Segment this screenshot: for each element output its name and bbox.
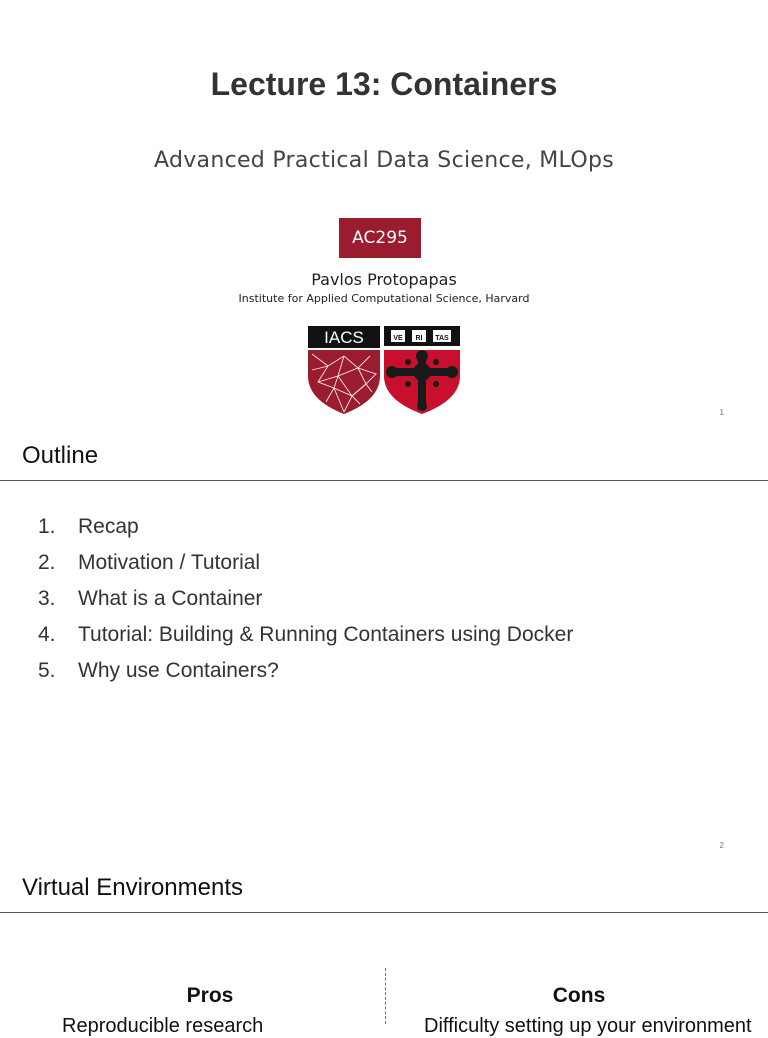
outline-text: Motivation / Tutorial [78, 551, 261, 574]
heading-divider [0, 480, 768, 481]
lecture-title: Lecture 13: Containers [210, 66, 558, 102]
course-code-badge: AC295 [339, 218, 421, 258]
page-number: 1 [719, 408, 724, 417]
outline-slide [0, 432, 768, 864]
outline-number: 5. [38, 659, 56, 682]
outline-number: 3. [38, 587, 56, 610]
heading-divider [0, 912, 768, 913]
institute-name: Institute for Applied Computational Science, Harvard [238, 292, 530, 305]
course-subtitle: Advanced Practical Data Science, MLOps [154, 148, 614, 173]
outline-text: Tutorial: Building & Running Containers using Docker [78, 623, 574, 646]
outline-number: 2. [38, 551, 56, 574]
page-number: 2 [719, 841, 724, 850]
title-slide [0, 0, 768, 432]
iacs-logo-text: IACS [324, 328, 364, 347]
pros-item: Reproducible research [62, 1015, 264, 1037]
cons-heading: Cons [552, 984, 606, 1007]
harvard-shield-icon [384, 326, 460, 414]
pros-heading: Pros [186, 984, 234, 1007]
outline-text: Recap [78, 515, 139, 538]
cons-item: Difficulty setting up your environment [424, 1015, 752, 1037]
column-divider [385, 968, 386, 1024]
outline-text: Why use Containers? [78, 659, 279, 682]
harvard-book-3-text: TAS [435, 335, 449, 342]
slide-heading: Virtual Environments [22, 874, 243, 901]
outline-number: 1. [38, 515, 56, 538]
iacs-shield-icon [308, 326, 380, 414]
outline-number: 4. [38, 623, 56, 646]
slide-heading: Outline [22, 442, 99, 469]
outline-text: What is a Container [78, 587, 263, 610]
harvard-book-1-text: VE [393, 335, 403, 342]
author-name: Pavlos Protopapas [311, 270, 457, 289]
harvard-book-2-text: RI [415, 335, 423, 342]
virtual-environments-slide [0, 864, 768, 1037]
